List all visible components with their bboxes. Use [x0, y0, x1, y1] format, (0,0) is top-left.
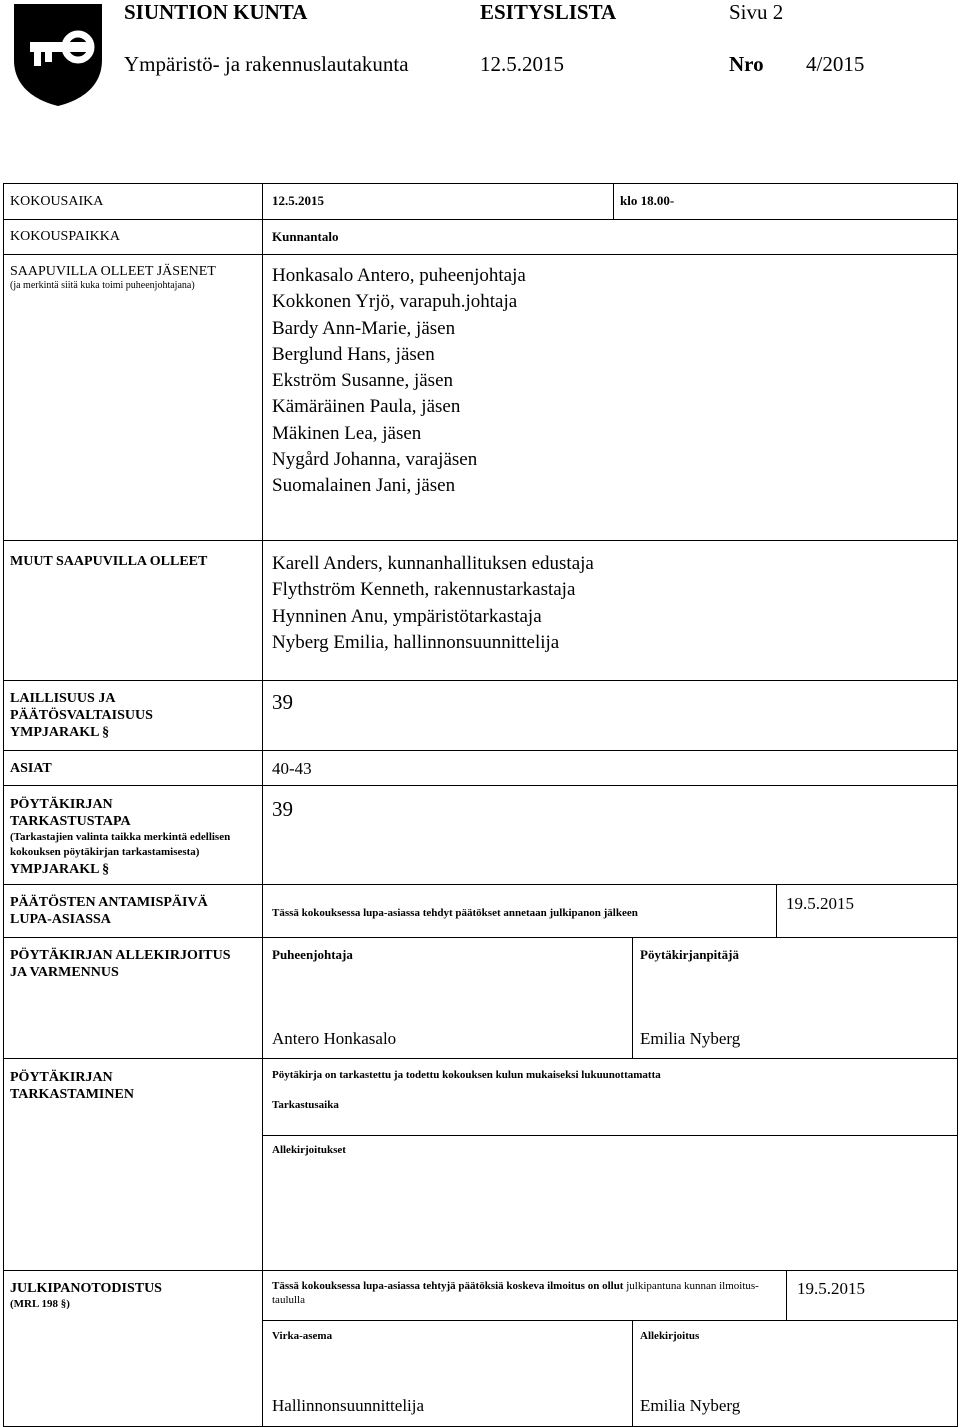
others-list: [272, 551, 594, 656]
chair-name: Antero Honkasalo: [272, 1029, 397, 1048]
notice-date: 19.5.2015: [797, 1279, 865, 1298]
decision-label: PÄÄTÖSTEN ANTAMISPÄIVÄ LUPA-ASIASSA: [10, 895, 208, 927]
legality-label: LAILLISUUS JA PÄÄTÖSVALTAISUUS YMPJARAKL §: [10, 691, 153, 740]
meeting-place-label: KOKOUSPAIKKA: [10, 229, 120, 244]
notice-label: JULKIPANOTODISTUS: [10, 1281, 162, 1296]
decision-date: 19.5.2015: [786, 894, 854, 913]
header-date: 12.5.2015: [480, 52, 564, 76]
members-label: SAAPUVILLA OLLEET JÄSENET: [10, 264, 216, 279]
check-label: PÖYTÄKIRJAN TARKASTAMINEN: [10, 1070, 134, 1102]
legality-value: 39: [272, 690, 293, 714]
signature-section-label: PÖYTÄKIRJAN ALLEKIRJOITUS JA VARMENNUS: [10, 948, 231, 980]
board-name: Ympäristö- ja rakennuslautakunta: [124, 52, 409, 76]
list-item: Bardy Ann-Marie, jäsen: [272, 317, 456, 339]
list-item: Karell Anders, kunnanhallituksen edustaja: [272, 553, 594, 574]
coat-of-arms-logo: [12, 2, 104, 108]
list-item: Flythström Kenneth, rakennustarkastaja: [272, 579, 576, 601]
items-label: ASIAT: [10, 761, 52, 776]
items-value: 40-43: [272, 759, 312, 778]
list-item: Nygård Johanna, varajäsen: [272, 449, 478, 471]
meeting-place: Kunnantalo: [272, 229, 339, 244]
list-item: Mäkinen Lea, jäsen: [272, 422, 422, 444]
list-item: Suomalainen Jani, jäsen: [272, 475, 456, 497]
secretary-name: Emilia Nyberg: [640, 1029, 741, 1048]
notice-text: Tässä kokouksessa lupa-asiassa tehtyjä päätöksiä koskeva ilmoitus on ollut julkipantuna kunnan ilmoitus- taululla: [272, 1280, 759, 1306]
review-label-2: TARKASTUSTAPA: [10, 814, 131, 829]
list-item: Hynninen Anu, ympäristötarkastaja: [272, 605, 542, 627]
review-value: 39: [272, 797, 293, 821]
nro-label: Nro: [729, 52, 764, 76]
review-note: (Tarkastajien valinta taikka merkintä edellisen kokouksen pöytäkirjan tarkastamisesta): [10, 831, 231, 858]
meeting-time-label: KOKOUSAIKA: [10, 194, 104, 209]
office-value: Hallinnonsuunnittelija: [272, 1396, 425, 1415]
meeting-clock: klo 18.00-: [620, 193, 675, 208]
check-text: Pöytäkirja on tarkastettu ja todettu kokouksen kulun mukaiseksi lukuunottamatta: [272, 1069, 661, 1081]
notice-ref: (MRL 198 §): [10, 1298, 70, 1310]
review-label: PÖYTÄKIRJAN: [10, 797, 113, 812]
list-item: Kämäräinen Paula, jäsen: [272, 396, 461, 418]
signature-value: Emilia Nyberg: [640, 1396, 741, 1415]
municipality-name: SIUNTION KUNTA: [124, 0, 308, 24]
list-item: Berglund Hans, jäsen: [272, 343, 435, 365]
check-signatures-label: Allekirjoitukset: [272, 1144, 346, 1156]
members-list: [272, 263, 526, 500]
secretary-label: Pöytäkirjanpitäjä: [640, 947, 739, 962]
chair-label: Puheenjohtaja: [272, 947, 353, 962]
list-item: Honkasalo Antero, puheenjohtaja: [272, 265, 526, 286]
document-type: ESITYSLISTA: [480, 0, 617, 24]
list-item: Ekström Susanne, jäsen: [272, 370, 454, 392]
list-item: Kokkonen Yrjö, varapuh.johtaja: [272, 291, 518, 313]
decision-text: Tässä kokouksessa lupa-asiassa tehdyt päätökset annetaan julkipanon jälkeen: [272, 907, 638, 919]
list-item: Nyberg Emilia, hallinnonsuunnittelija: [272, 631, 560, 653]
page-number: Sivu 2: [729, 0, 784, 24]
meeting-date: 12.5.2015: [272, 193, 324, 208]
office-label: Virka-asema: [272, 1330, 333, 1342]
check-time-label: Tarkastusaika: [272, 1099, 339, 1111]
signature-label: Allekirjoitus: [640, 1330, 700, 1342]
members-note: (ja merkintä siitä kuka toimi puheenjohtajana): [10, 280, 195, 291]
others-label: MUUT SAAPUVILLA OLLEET: [10, 554, 208, 569]
review-label-3: YMPJARAKL §: [10, 862, 110, 877]
nro-value: 4/2015: [806, 52, 865, 76]
